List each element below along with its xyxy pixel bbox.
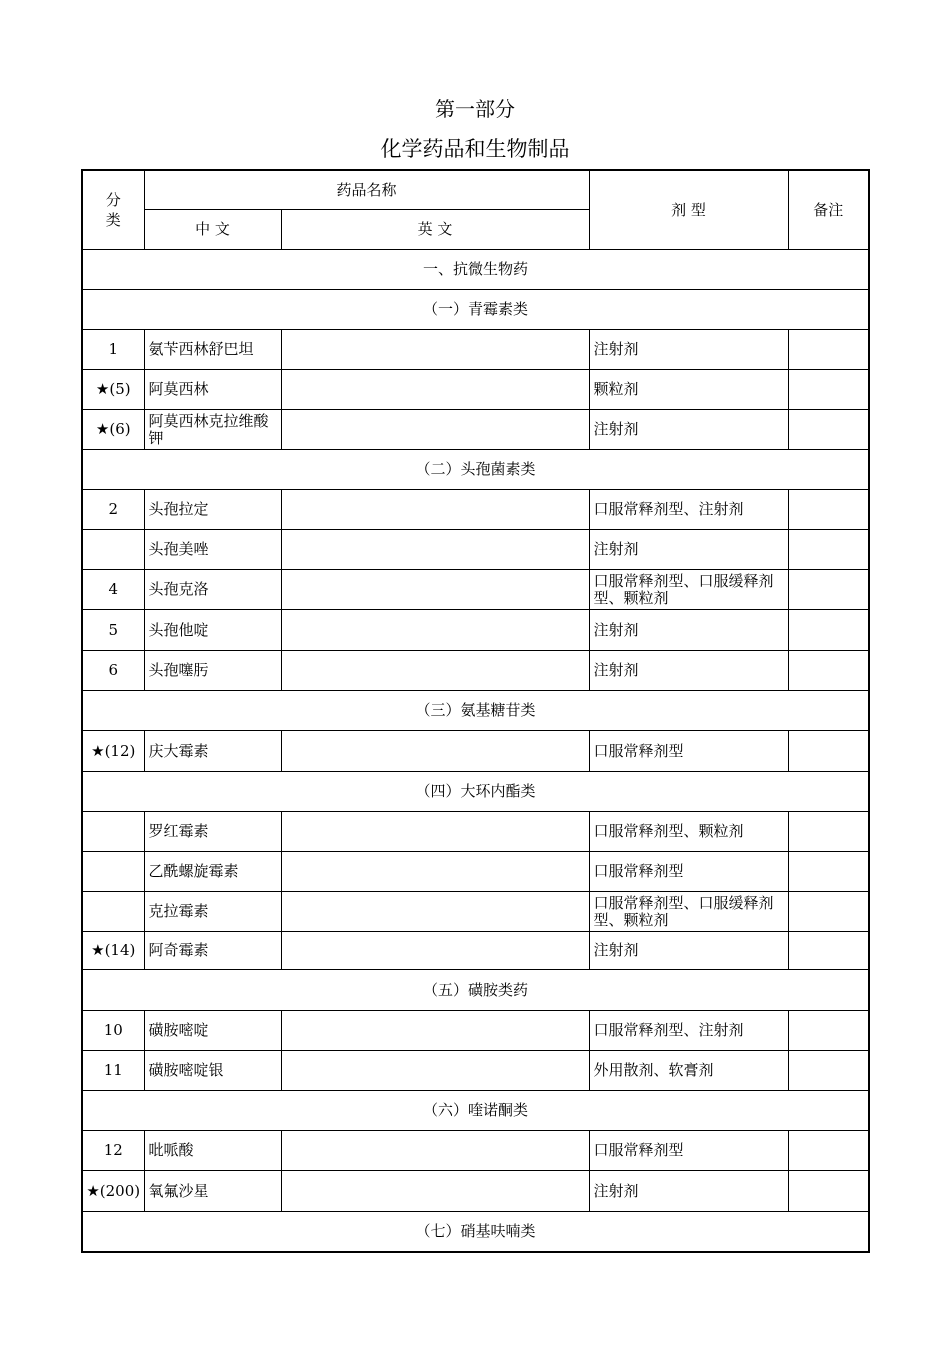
row-dosage-form: 注射剂: [589, 530, 788, 570]
row-dosage-form: 外用散剂、软膏剂: [589, 1051, 788, 1091]
row-dosage-form: 注射剂: [589, 610, 788, 651]
row-remarks: [788, 892, 869, 932]
table-row: [82, 651, 869, 691]
row-chinese-name: 乙酰螺旋霉素: [144, 852, 281, 892]
row-chinese-name: 头孢美唑: [144, 530, 281, 570]
row-category-number: ★(12): [82, 731, 144, 772]
row-category-number: [82, 892, 144, 932]
row-dosage-form: 口服常释剂型、颗粒剂: [589, 812, 788, 852]
table-row: [82, 1011, 869, 1051]
row-chinese-name: 氧氟沙星: [144, 1171, 281, 1212]
subsection-row: [82, 691, 869, 731]
part-title: 第一部分: [435, 97, 515, 121]
row-english-name: [281, 330, 589, 370]
row-dosage-form: 口服常释剂型、口服缓释剂型、颗粒剂: [589, 892, 788, 932]
row-dosage-form: 口服常释剂型: [589, 852, 788, 892]
row-chinese-name: 阿奇霉素: [144, 932, 281, 970]
row-chinese-name: 头孢拉定: [144, 490, 281, 530]
row-english-name: [281, 1131, 589, 1171]
row-english-name: [281, 490, 589, 530]
row-dosage-form: 口服常释剂型: [589, 1131, 788, 1171]
row-english-name: [281, 570, 589, 610]
table-row: [82, 892, 869, 932]
row-remarks: [788, 651, 869, 691]
row-remarks: [788, 570, 869, 610]
subsection-heading: （六）喹诺酮类: [82, 1091, 869, 1131]
row-category-number: [82, 530, 144, 570]
row-dosage-form: 注射剂: [589, 410, 788, 450]
row-dosage-form: 颗粒剂: [589, 370, 788, 410]
row-english-name: [281, 530, 589, 570]
row-english-name: [281, 731, 589, 772]
row-remarks: [788, 330, 869, 370]
table-row: [82, 530, 869, 570]
subsection-heading: （三）氨基糖苷类: [82, 691, 869, 731]
subsection-row: [82, 290, 869, 330]
table-row: [82, 731, 869, 772]
header-dosage-form: 剂 型: [589, 170, 788, 250]
row-remarks: [788, 1131, 869, 1171]
row-category-number: ★(14): [82, 932, 144, 970]
row-dosage-form: 口服常释剂型、注射剂: [589, 490, 788, 530]
header-drug-name: 药品名称: [144, 170, 589, 210]
row-remarks: [788, 852, 869, 892]
row-remarks: [788, 1171, 869, 1212]
row-chinese-name: 阿莫西林克拉维酸钾: [144, 410, 281, 450]
subsection-heading: （二）头孢菌素类: [82, 450, 869, 490]
table-row: [82, 812, 869, 852]
row-chinese-name: 头孢他啶: [144, 610, 281, 651]
row-english-name: [281, 852, 589, 892]
header-category: [82, 170, 144, 250]
section-heading: 一、抗微生物药: [82, 250, 869, 290]
row-remarks: [788, 490, 869, 530]
row-remarks: [788, 731, 869, 772]
row-remarks: [788, 530, 869, 570]
subsection-row: [82, 772, 869, 812]
subsection-row: [82, 450, 869, 490]
row-remarks: [788, 610, 869, 651]
row-remarks: [788, 370, 869, 410]
table-row: [82, 1171, 869, 1212]
row-category-number: [82, 852, 144, 892]
row-category-number: [82, 812, 144, 852]
row-category-number: 2: [82, 490, 144, 530]
row-dosage-form: 注射剂: [589, 932, 788, 970]
row-category-number: 4: [82, 570, 144, 610]
row-remarks: [788, 812, 869, 852]
row-dosage-form: 注射剂: [589, 1171, 788, 1212]
row-category-number: 12: [82, 1131, 144, 1171]
row-remarks: [788, 932, 869, 970]
subsection-row: [82, 970, 869, 1011]
row-english-name: [281, 410, 589, 450]
subsection-row: [82, 1212, 869, 1253]
row-dosage-form: 注射剂: [589, 330, 788, 370]
row-english-name: [281, 1011, 589, 1051]
row-english-name: [281, 651, 589, 691]
subsection-heading: （一）青霉素类: [82, 290, 869, 330]
row-english-name: [281, 370, 589, 410]
table-row: [82, 1051, 869, 1091]
row-chinese-name: 吡哌酸: [144, 1131, 281, 1171]
document-title: 化学药品和生物制品: [380, 137, 570, 161]
table-row: [82, 570, 869, 610]
row-category-number: ★(200): [82, 1171, 144, 1212]
row-dosage-form: 口服常释剂型、口服缓释剂型、颗粒剂: [589, 570, 788, 610]
row-dosage-form: 注射剂: [589, 651, 788, 691]
row-category-number: 5: [82, 610, 144, 651]
subsection-heading: （七）硝基呋喃类: [82, 1212, 869, 1253]
row-category-number: ★(5): [82, 370, 144, 410]
subsection-heading: （四）大环内酯类: [82, 772, 869, 812]
row-category-number: 10: [82, 1011, 144, 1051]
row-chinese-name: 罗红霉素: [144, 812, 281, 852]
header-english: 英 文: [281, 210, 589, 250]
table-header-row: [82, 170, 869, 210]
row-english-name: [281, 892, 589, 932]
drug-table: [81, 169, 870, 1253]
row-category-number: 1: [82, 330, 144, 370]
row-chinese-name: 庆大霉素: [144, 731, 281, 772]
row-english-name: [281, 812, 589, 852]
row-chinese-name: 磺胺嘧啶: [144, 1011, 281, 1051]
row-remarks: [788, 1011, 869, 1051]
header-chinese: 中 文: [144, 210, 281, 250]
table-row: [82, 370, 869, 410]
table-row: [82, 1131, 869, 1171]
row-category-number: 11: [82, 1051, 144, 1091]
header-remarks: 备注: [788, 170, 869, 250]
row-chinese-name: 阿莫西林: [144, 370, 281, 410]
table-row: [82, 490, 869, 530]
row-category-number: ★(6): [82, 410, 144, 450]
table-row: [82, 852, 869, 892]
row-chinese-name: 氨苄西林舒巴坦: [144, 330, 281, 370]
row-chinese-name: 头孢克洛: [144, 570, 281, 610]
row-category-number: 6: [82, 651, 144, 691]
row-remarks: [788, 1051, 869, 1091]
row-english-name: [281, 610, 589, 651]
row-dosage-form: 口服常释剂型: [589, 731, 788, 772]
row-english-name: [281, 1051, 589, 1091]
row-dosage-form: 口服常释剂型、注射剂: [589, 1011, 788, 1051]
row-chinese-name: 磺胺嘧啶银: [144, 1051, 281, 1091]
row-chinese-name: 克拉霉素: [144, 892, 281, 932]
table-row: [82, 610, 869, 651]
row-english-name: [281, 932, 589, 970]
table-row: [82, 330, 869, 370]
section-row: [82, 250, 869, 290]
subsection-row: [82, 1091, 869, 1131]
table-row: [82, 932, 869, 970]
row-chinese-name: 头孢噻肟: [144, 651, 281, 691]
table-row: [82, 410, 869, 450]
row-english-name: [281, 1171, 589, 1212]
header-category-label: 分类: [105, 191, 121, 229]
subsection-heading: （五）磺胺类药: [82, 970, 869, 1011]
row-remarks: [788, 410, 869, 450]
